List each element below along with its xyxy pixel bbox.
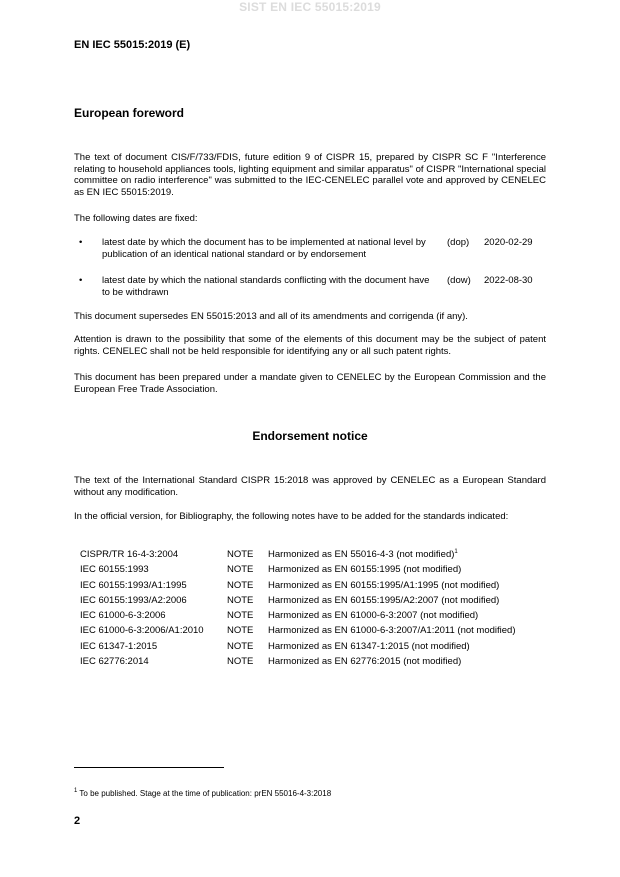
note-text: Harmonized as EN 60155:1995/A1:1995 (not modified) bbox=[268, 579, 500, 591]
page-number: 2 bbox=[74, 815, 81, 827]
date-item-date: 2020-02-29 bbox=[484, 237, 533, 248]
table-row bbox=[80, 549, 516, 564]
date-item-date: 2022-08-30 bbox=[484, 275, 533, 286]
table-row bbox=[80, 580, 516, 595]
standard-cell: IEC 61347-1:2015 bbox=[80, 640, 158, 652]
note-label: NOTE bbox=[227, 579, 254, 591]
bullet-icon: • bbox=[79, 275, 83, 286]
table-row bbox=[80, 625, 516, 640]
note-text: Harmonized as EN 61000-6-3:2007 (not modified) bbox=[268, 610, 479, 622]
footnote-separator bbox=[74, 767, 224, 768]
footnote bbox=[74, 788, 331, 798]
standard-cell: IEC 61000-6-3:2006/A1:2010 bbox=[80, 625, 204, 637]
note-text: Harmonized as EN 55016-4-3 (not modified) bbox=[268, 549, 455, 560]
note-text: Harmonized as EN 60155:1995 (not modified) bbox=[268, 564, 462, 576]
bibliography-intro: In the official version, for Bibliography, the following notes have to be added for the standards indicated: bbox=[74, 511, 509, 522]
footnote-text: To be published. Stage at the time of publication: prEN 55016-4-3:2018 bbox=[79, 789, 332, 798]
note-text: Harmonized as EN 60155:1995/A2:2007 (not modified) bbox=[268, 594, 500, 606]
foreword-heading: European foreword bbox=[74, 106, 185, 120]
table-row bbox=[80, 641, 516, 656]
supersedes-paragraph: This document supersedes EN 55015:2013 and all of its amendments and corrigenda (if any). bbox=[74, 311, 468, 322]
note-label: NOTE bbox=[227, 549, 254, 560]
watermark: SIST EN IEC 55015:2019 bbox=[239, 0, 381, 14]
dates-intro: The following dates are fixed: bbox=[74, 213, 198, 224]
standard-cell: IEC 62776:2014 bbox=[80, 656, 149, 668]
standard-cell: CISPR/TR 16-4-3:2004 bbox=[80, 549, 179, 560]
table-row bbox=[80, 610, 516, 625]
standard-cell: IEC 60155:1993/A1:1995 bbox=[80, 579, 187, 591]
note-label: NOTE bbox=[227, 594, 254, 606]
note-text: Harmonized as EN 61000-6-3:2007/A1:2011 (not modified) bbox=[268, 625, 516, 637]
table-row bbox=[80, 656, 516, 671]
note-label: NOTE bbox=[227, 625, 254, 637]
footnote-mark: 1 bbox=[74, 788, 78, 794]
table-row bbox=[80, 595, 516, 610]
endorsement-text: The text of the International Standard CISPR 15:2018 was approved by CENELEC as a European Standard without any modification. bbox=[74, 475, 546, 498]
date-item-code: (dow) bbox=[447, 275, 471, 286]
bullet-icon: • bbox=[79, 237, 83, 248]
note-label: NOTE bbox=[227, 610, 254, 622]
date-item-text: latest date by which the national standards conflicting with the document have to be withdrawn bbox=[102, 275, 430, 298]
note-text: Harmonized as EN 61347-1:2015 (not modified) bbox=[268, 640, 470, 652]
note-cell bbox=[268, 549, 516, 564]
document-id: EN IEC 55015:2019 (E) bbox=[74, 39, 191, 51]
foreword-intro: The text of document CIS/F/733/FDIS, future edition 9 of CISPR 15, prepared by CISPR SC F "Interference relating to household appliances tools, lighting equipment and similar apparatus" of CISPR "International special committee on radio interference" was submitted to the IEC-CENELEC parallel vote and approved by CENELEC as EN IEC 55015:2019. bbox=[74, 152, 546, 198]
mandate-paragraph: This document has been prepared under a mandate given to CENELEC by the European Commission and the European Free Trade Association. bbox=[74, 372, 546, 395]
standard-cell: IEC 61000-6-3:2006 bbox=[80, 610, 166, 622]
footnote-ref: 1 bbox=[454, 549, 458, 555]
table-row bbox=[80, 564, 516, 579]
note-label: NOTE bbox=[227, 564, 254, 576]
standard-cell: IEC 60155:1993/A2:2006 bbox=[80, 594, 187, 606]
standard-cell: IEC 60155:1993 bbox=[80, 564, 149, 576]
note-text: Harmonized as EN 62776:2015 (not modified) bbox=[268, 656, 462, 668]
endorsement-heading: Endorsement notice bbox=[252, 429, 368, 443]
note-label: NOTE bbox=[227, 640, 254, 652]
attention-paragraph: Attention is drawn to the possibility that some of the elements of this document may be the subject of patent rights. CENELEC shall not be held responsible for identifying any or all such patent rights. bbox=[74, 334, 546, 357]
date-item-text: latest date by which the document has to be implemented at national level by publication of an identical national standard or by endorsement bbox=[102, 237, 426, 260]
date-item-code: (dop) bbox=[447, 237, 470, 248]
note-label: NOTE bbox=[227, 656, 254, 668]
bibliography-notes-table bbox=[80, 549, 516, 671]
